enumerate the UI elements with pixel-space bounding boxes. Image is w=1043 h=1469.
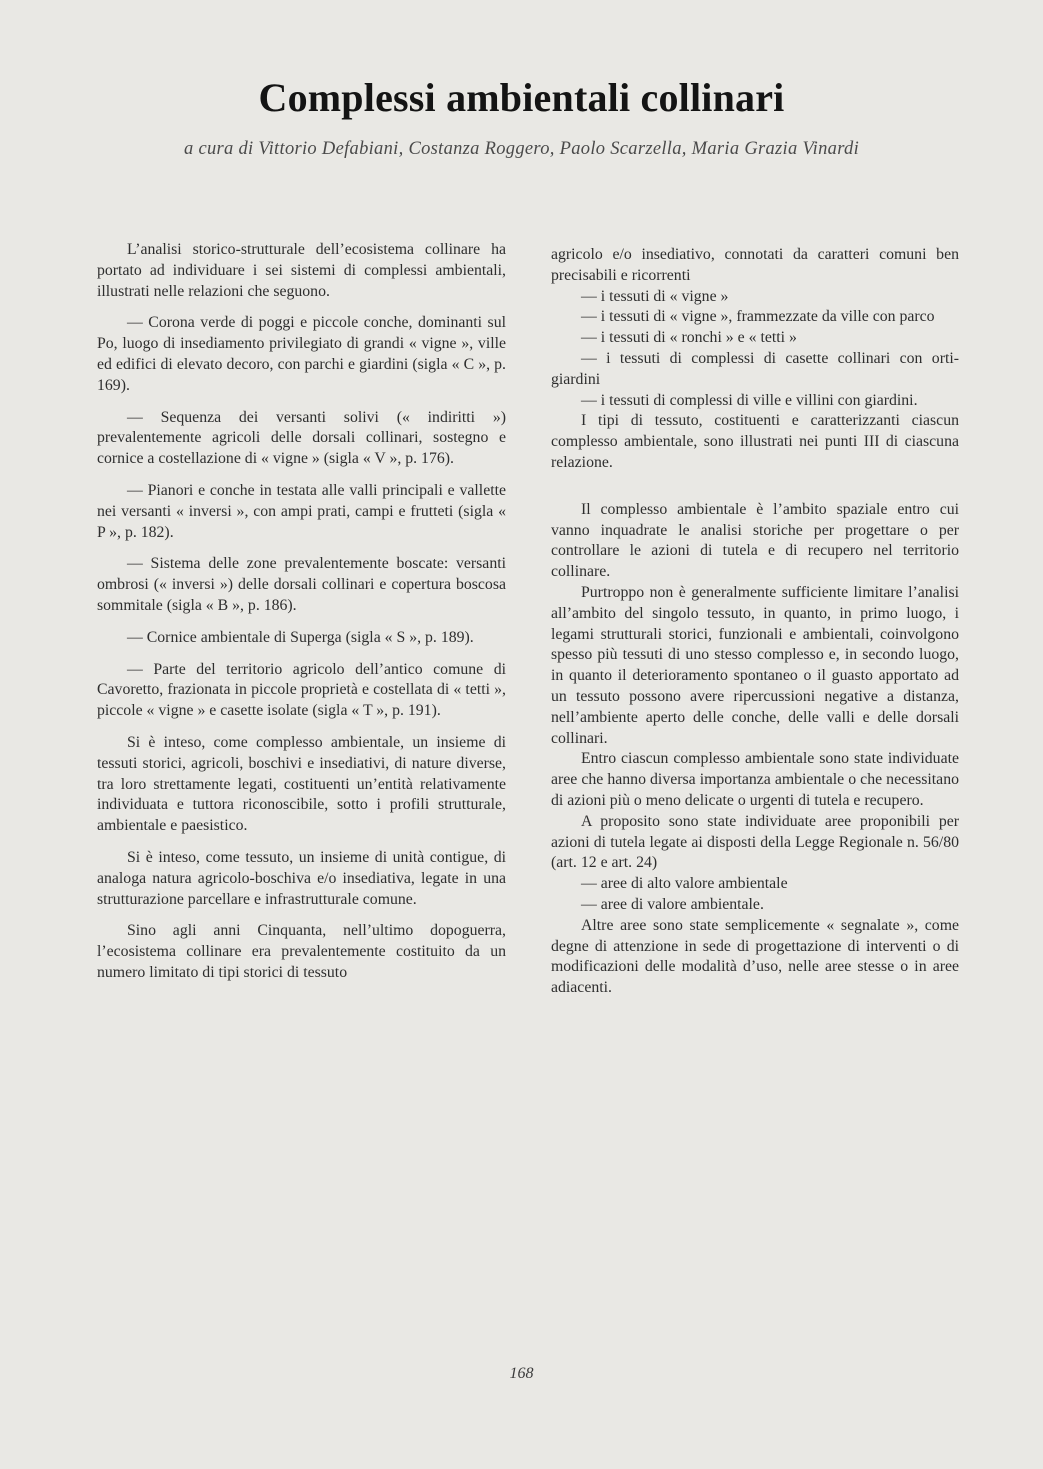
paragraph: Purtroppo non è generalmente sufficiente limitare l’analisi all’ambito del singolo tessuto, in quanto, in primo luogo, i legami strutturali storici, funzionali e ambientali, coinvolgono spesso più tessuti di uno stesso complesso e, in secondo luogo, in quanto il deterioramento spontaneo o il guasto apportato ad un tessuto possono avere ripercussioni negative a distanza, nell’ambiente aperto delle conche, delle valli e delle dorsali collinari. [551, 583, 959, 747]
list-item: — Cornice ambientale di Superga (sigla « S », p. 189). [127, 628, 474, 646]
authors-line: a cura di Vittorio Defabiani, Costanza Roggero, Paolo Scarzella, Maria Grazia Vinardi [183, 139, 860, 159]
list-item: — i tessuti di « vigne » [581, 287, 729, 305]
list-item: — Parte del territorio agricolo dell’antico comune di Cavoretto, frazionata in piccole proprietà e costellata di « tetti », piccole « vigne » e casette isolate (sigla « T », p. 191). [97, 660, 506, 720]
paragraph-continuation: agricolo e/o insediativo, connotati da caratteri comuni ben precisabili e ricorrenti [551, 246, 959, 284]
list-item: — i tessuti di « vigne », frammezzate da ville con parco [581, 308, 935, 326]
list-item: — Sistema delle zone prevalentemente boscate: versanti ombrosi (« inversi ») delle dorsali collinari e copertura boscosa sommitale (sigla « B », p. 186). [97, 555, 506, 614]
paragraph: Si è inteso, come complesso ambientale, un insieme di tessuti storici, agricoli, boschivi e insediativi, di nature diverse, tra loro strettamente legati, costituenti un’entità relativamente individuata e tuttora riconoscibile, sotto i profili strutturale, ambientale e paesistico. [97, 733, 506, 835]
page-number: 168 [509, 1365, 534, 1382]
paragraph: Sino agli anni Cinquanta, nell’ultimo dopoguerra, l’ecosistema collinare era prevalentemente costituito da un numero limitato di tipi storici di tessuto [97, 922, 506, 981]
paragraph: Si è inteso, come tessuto, un insieme di unità contigue, di analoga natura agricolo-boschiva e/o insediativa, legate in una strutturazione parcellare e infrastrutturale comune. [97, 848, 506, 908]
left-column [97, 240, 506, 995]
right-column [551, 245, 959, 999]
list-item: — Sequenza dei versanti solivi (« indiritti ») prevalentemente agricoli delle dorsali collinari, sostegno e cornice a costellazione di « vigne » (sigla « V », p. 176). [97, 408, 506, 468]
list-item: — aree di valore ambientale. [581, 895, 764, 913]
page-title: Complessi ambientali collinari [258, 75, 785, 120]
list-item: — Pianori e conche in testata alle valli principali e vallette nei versanti « inversi », con ampi prati, campi e frutteti (sigla « P », p. 182). [97, 481, 506, 541]
list-item: — i tessuti di « ronchi » e « tetti » [581, 329, 797, 347]
list-item: — i tessuti di complessi di ville e villini con giardini. [581, 391, 918, 409]
list-item: — i tessuti di complessi di casette collinari con orti-giardini [551, 349, 959, 388]
list-item: — Corona verde di poggi e piccole conche, dominanti sul Po, luogo di insediamento privilegiato di grandi « vigne », ville ed edifici di elevato decoro, con parchi e giardini (sigla « C », p. 169). [97, 314, 506, 394]
paragraph: Altre aree sono state semplicemente « segnalate », come degne di attenzione in sede di progettazione di interventi o di modificazioni delle modalità d’uso, nelle aree stesse o in aree adiacenti. [551, 916, 959, 997]
paragraph: Entro ciascun complesso ambientale sono state individuate aree che hanno diversa importanza ambientale o che necessitano di azioni più o meno delicate o urgenti di tutela e recupero. [551, 750, 959, 809]
paragraph: L’analisi storico-strutturale dell’ecosistema collinare ha portato ad individuare i sei sistemi di complessi ambientali, illustrati nelle relazioni che seguono. [97, 241, 506, 300]
list-item: — aree di alto valore ambientale [581, 875, 788, 893]
paragraph: Il complesso ambientale è l’ambito spaziale entro cui vanno inquadrate le analisi storiche per progettare o per controllare le azioni di tutela e di recupero nel territorio collinare. [551, 500, 959, 581]
paragraph: I tipi di tessuto, costituenti e caratterizzanti ciascun complesso ambientale, sono illustrati nei punti III di ciascuna relazione. [551, 412, 959, 471]
paragraph: A proposito sono state individuate aree proponibili per azioni di tutela legate ai disposti della Legge Regionale n. 56/80 (art. 12 e art. 24) [551, 812, 959, 872]
